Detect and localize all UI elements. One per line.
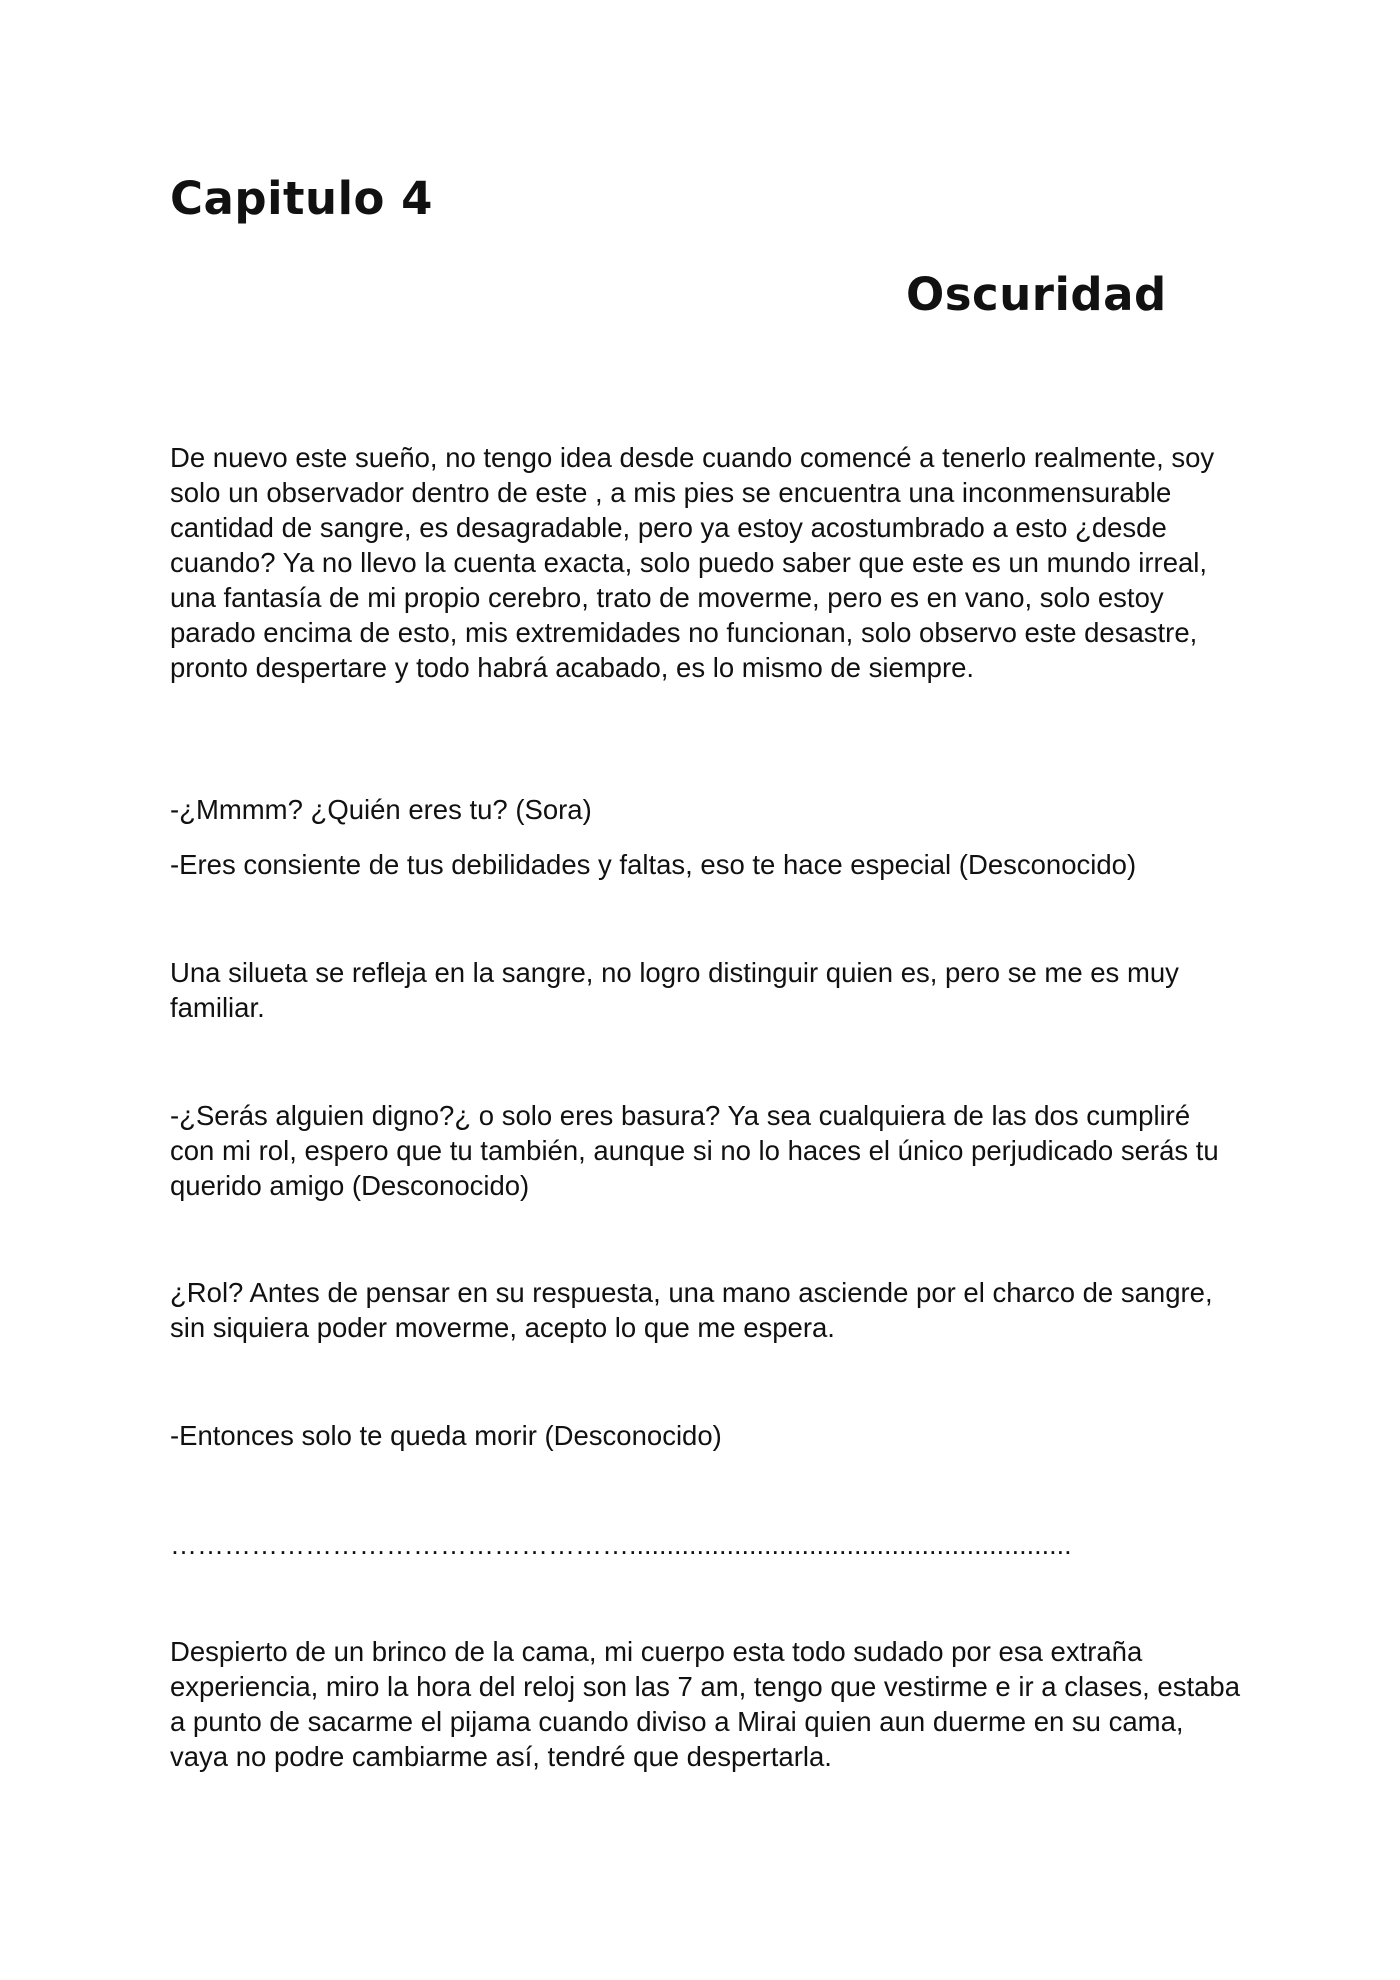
dialogue-line: -¿Mmmm? ¿Quién eres tu? (Sora) xyxy=(170,794,592,825)
dialogue-line: -Entonces solo te queda morir (Desconocido) xyxy=(170,1420,722,1451)
paragraph-dream: De nuevo este sueño, no tengo idea desde cuando comencé a tenerlo realmente, soy solo un observador dentro de este , a mis pies se encuentra una inconmensurable cantidad de sangre, es desagradable, pero ya estoy acostumbrado a esto ¿desde cuando? Ya no llevo la cuenta exacta, solo puedo saber que este es un mundo irreal, una fantasía de mi propio cerebro, trato de moverme, pero es en vano, solo estoy parado encima de esto, mis extremidades no funcionan, solo observo este desastre, pronto despertare y todo habrá acabado, es lo mismo de siempre. xyxy=(170,442,1215,683)
chapter-title: Oscuridad xyxy=(906,268,1167,321)
dialogue-line: -¿Serás alguien digno?¿ o solo eres basura? Ya sea cualquiera de las dos cumpliré con mi rol, espero que tu también, aunque si no lo haces el único perjudicado serás tu querido amigo (Desconocido) xyxy=(170,1100,1219,1201)
paragraph-silhouette: Una silueta se refleja en la sangre, no logro distinguir quien es, pero se me es muy familiar. xyxy=(170,957,1179,1023)
paragraph-wake-up: Despierto de un brinco de la cama, mi cuerpo esta todo sudado por esa extraña experiencia, miro la hora del reloj son las 7 am, tengo que vestirme e ir a clases, estaba a punto de sacarme el pijama cuando diviso a Mirai quien aun duerme en su cama, vaya no podre cambiarme así, tendré que despertarla. xyxy=(170,1636,1240,1772)
dialogue-line: -Eres consiente de tus debilidades y faltas, eso te hace especial (Desconocido) xyxy=(170,849,1137,880)
paragraph-role: ¿Rol? Antes de pensar en su respuesta, una mano asciende por el charco de sangre, sin siquiera poder moverme, acepto lo que me espera. xyxy=(170,1277,1213,1343)
chapter-heading: Capitulo 4 xyxy=(170,172,433,225)
scene-separator: ……………………………………………........................................................... xyxy=(170,1530,1072,1560)
